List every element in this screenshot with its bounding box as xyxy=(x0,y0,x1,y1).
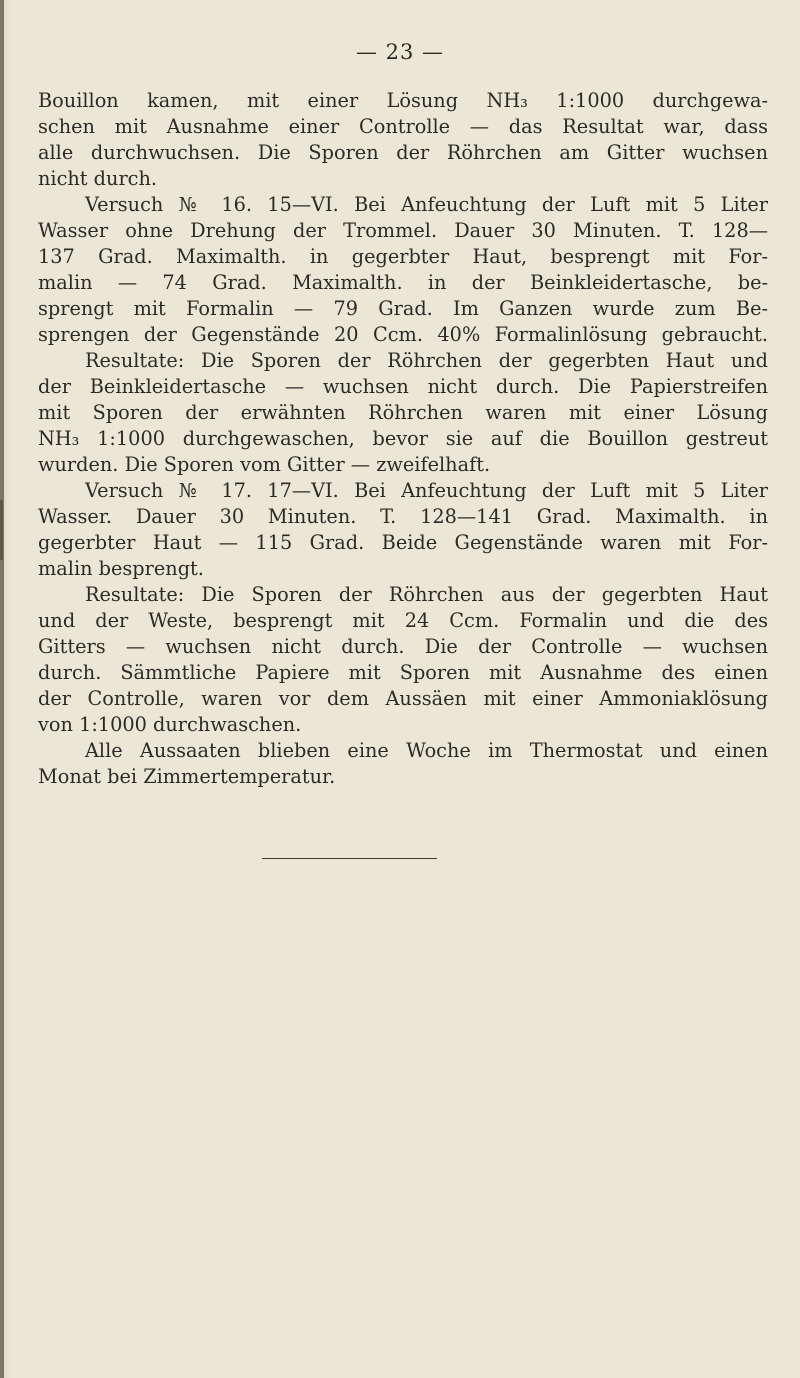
text-line: Monat bei Zimmertemperatur. xyxy=(38,765,336,788)
text-line: nicht durch. xyxy=(38,167,158,190)
text-line: alle durchwuchsen. Die Sporen der Röhrchen am Gitter wuchsen xyxy=(38,141,768,164)
text-line: Wasser. Dauer 30 Minuten. T. 128—141 Grad. Maximalth. in xyxy=(38,505,768,528)
text-line: der Beinkleidertasche — wuchsen nicht durch. Die Papierstreifen xyxy=(38,375,768,398)
text-line: malin — 74 Grad. Maximalth. in der Beinkleidertasche, be- xyxy=(38,271,768,294)
page-binding-edge xyxy=(0,0,4,1378)
text-line: durch. Sämmtliche Papiere mit Sporen mit Ausnahme des einen xyxy=(38,661,768,684)
text-line: von 1:1000 durchwaschen. xyxy=(38,713,302,736)
page-edge-mark xyxy=(0,500,3,560)
text-line: Alle Aussaaten blieben eine Woche im Thermostat und einen xyxy=(85,739,768,762)
text-line: mit Sporen der erwähnten Röhrchen waren mit einer Lösung xyxy=(38,401,768,424)
text-line: Resultate: Die Sporen der Röhrchen aus der gegerbten Haut xyxy=(85,583,768,606)
text-line: 137 Grad. Maximalth. in gegerbter Haut, besprengt mit For- xyxy=(38,245,768,268)
text-line: Wasser ohne Drehung der Trommel. Dauer 30 Minuten. T. 128— xyxy=(38,219,768,242)
text-line: schen mit Ausnahme einer Controlle — das Resultat war, dass xyxy=(38,115,768,138)
text-line: gegerbter Haut — 115 Grad. Beide Gegenstände waren mit For- xyxy=(38,531,768,554)
text-line: Bouillon kamen, mit einer Lösung NH₃ 1:1000 durchgewa- xyxy=(38,89,768,112)
text-line: der Controlle, waren vor dem Aussäen mit einer Ammoniaklösung xyxy=(38,687,768,710)
text-line: malin besprengt. xyxy=(38,557,204,580)
text-line: NH₃ 1:1000 durchgewaschen, bevor sie auf die Bouillon gestreut xyxy=(38,427,768,450)
text-line: Gitters — wuchsen nicht durch. Die der Controlle — wuchsen xyxy=(38,635,768,658)
text-line: Resultate: Die Sporen der Röhrchen der gegerbten Haut und xyxy=(85,349,768,372)
page-number: — 23 — xyxy=(355,40,445,64)
text-line: sprengen der Gegenstände 20 Ccm. 40% Formalinlösung gebraucht. xyxy=(38,323,768,346)
text-line: Versuch № 17. 17—VI. Bei Anfeuchtung der Luft mit 5 Liter xyxy=(85,479,768,502)
body-text xyxy=(38,88,768,790)
text-line: wurden. Die Sporen vom Gitter — zweifelhaft. xyxy=(38,453,491,476)
text-line: Versuch № 16. 15—VI. Bei Anfeuchtung der Luft mit 5 Liter xyxy=(85,193,768,216)
text-line: und der Weste, besprengt mit 24 Ccm. Formalin und die des xyxy=(38,609,768,632)
end-rule xyxy=(262,858,437,859)
text-line: sprengt mit Formalin — 79 Grad. Im Ganzen wurde zum Be- xyxy=(38,297,768,320)
